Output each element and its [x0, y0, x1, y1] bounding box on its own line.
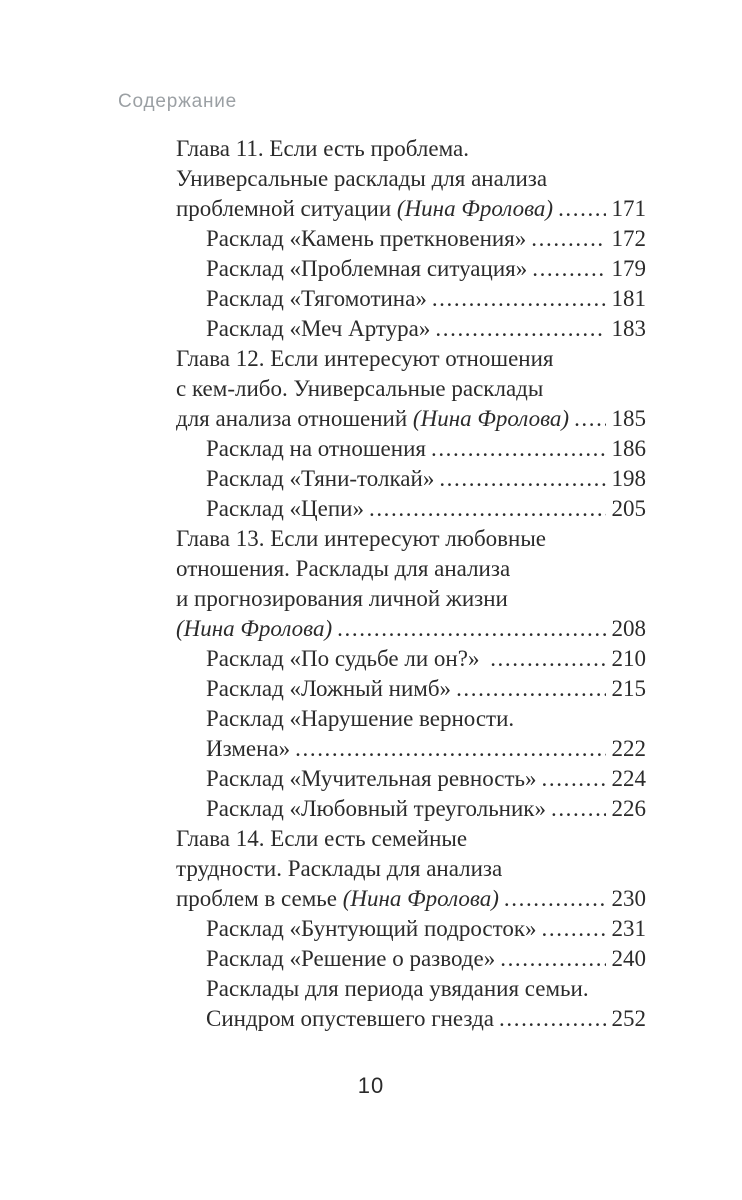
toc-entry-page: 208 [611, 616, 646, 641]
dot-leader [337, 614, 605, 644]
toc-line [176, 854, 646, 884]
toc-entry-page: 215 [611, 676, 646, 701]
toc-entry-page: 224 [611, 766, 646, 791]
toc-entry-author: (Нина Фролова) [396, 196, 554, 221]
toc-entry-page: 230 [611, 886, 646, 911]
toc-entry-text: для анализа отношений [176, 406, 413, 431]
toc-entry-page: 205 [611, 496, 646, 521]
dot-leader [431, 434, 606, 464]
toc-line [176, 674, 646, 704]
toc-entry-author: (Нина Фролова) [176, 616, 333, 641]
dot-leader [542, 914, 606, 944]
dot-leader [531, 224, 605, 254]
toc-entry-text: Расклад «Мучительная ревность» [206, 766, 537, 791]
toc-entry-page: 252 [611, 1006, 646, 1031]
toc-entry-text: проблемной ситуации [176, 196, 397, 221]
toc-entry-page: 226 [611, 796, 646, 821]
toc-entry-page: 183 [611, 316, 646, 341]
toc-entry-page: 179 [611, 256, 646, 281]
toc-line [176, 824, 646, 854]
toc-line [176, 434, 646, 464]
dot-leader [551, 794, 606, 824]
toc-line [176, 524, 646, 554]
toc-line [176, 794, 646, 824]
dot-leader [490, 644, 605, 674]
toc-entry-text: с кем-либо. Универсальные расклады [176, 376, 544, 401]
toc-line [176, 374, 646, 404]
toc-entry-author: (Нина Фролова) [412, 406, 570, 431]
toc-entry-text: Расклад «Камень преткновения» [206, 226, 527, 251]
dot-leader [574, 404, 605, 434]
toc-entry-page: 240 [611, 946, 646, 971]
toc-entry-text: Расклад «Тягомотина» [206, 286, 427, 311]
toc-line [176, 404, 646, 434]
dot-leader [532, 254, 605, 284]
toc-entry-text: Расклад «Бунтующий подросток» [206, 916, 537, 941]
toc-entry-text: Расклад «Цепи» [206, 496, 364, 521]
toc-entry-page: 231 [611, 916, 646, 941]
toc-line [176, 644, 646, 674]
toc-line [176, 284, 646, 314]
toc-line [176, 1004, 646, 1034]
toc-line [176, 164, 646, 194]
toc-entry-text: трудности. Расклады для анализа [176, 856, 503, 881]
toc-line [176, 554, 646, 584]
dot-leader [295, 734, 605, 764]
toc-entry-page: 186 [611, 436, 646, 461]
toc-line [176, 344, 646, 374]
toc-entry-author: (Нина Фролова) [342, 886, 499, 911]
dot-leader [439, 464, 605, 494]
toc-line [176, 224, 646, 254]
dot-leader [432, 284, 606, 314]
toc-entry-text: Универсальные расклады для анализа [176, 166, 548, 191]
toc-entry-page: 198 [611, 466, 646, 491]
toc-entry-text: Измена» [206, 736, 291, 761]
page-number: 10 [357, 1073, 385, 1098]
toc-entry-text: отношения. Расклады для анализа [176, 556, 511, 581]
toc-line [176, 614, 646, 644]
toc-line [176, 704, 646, 734]
toc-entry-text: Глава 11. Если есть проблема. [176, 136, 469, 161]
toc-entry-page: 210 [611, 646, 646, 671]
toc-line [176, 914, 646, 944]
toc-line [176, 734, 646, 764]
toc-line [176, 884, 646, 914]
toc-entry-page: 171 [611, 196, 646, 221]
toc-line [176, 314, 646, 344]
toc-line [176, 974, 646, 1004]
toc-entry-text: Расклад «Меч Артура» [206, 316, 431, 341]
toc-entry-page: 185 [611, 406, 646, 431]
toc-entry-text: Расклад «Проблемная ситуация» [206, 256, 528, 281]
toc-entry-text: Расклад «Ложный нимб» [206, 676, 452, 701]
table-of-contents [176, 134, 646, 1034]
toc-line [176, 194, 646, 224]
toc-entry-text: Синдром опустевшего гнезда [206, 1006, 495, 1031]
dot-leader [500, 944, 605, 974]
toc-entry-text: Расклады для периода увядания семьи. [206, 976, 589, 1001]
toc-entry-text: Глава 12. Если интересуют отношения [176, 346, 554, 371]
dot-leader [456, 674, 605, 704]
toc-entry-text: Расклад «Тяни-толкай» [206, 466, 435, 491]
toc-entry-page: 172 [611, 226, 646, 251]
toc-entry-page: 181 [611, 286, 646, 311]
toc-entry-text: Расклад «Нарушение верности. [206, 706, 515, 731]
dot-leader [558, 194, 605, 224]
toc-entry-text: Глава 14. Если есть семейные [176, 826, 468, 851]
dot-leader [435, 314, 605, 344]
toc-entry-page: 222 [611, 736, 646, 761]
toc-line [176, 944, 646, 974]
toc-entry-text: Расклад «Любовный треугольник» [206, 796, 546, 821]
toc-entry-text: проблем в семье [176, 886, 343, 911]
toc-line [176, 494, 646, 524]
toc-line [176, 764, 646, 794]
toc-line [176, 254, 646, 284]
toc-entry-text: Расклад на отношения [206, 436, 426, 461]
dot-leader [504, 884, 606, 914]
toc-entry-text: и прогнозирования личной жизни [176, 586, 508, 611]
dot-leader [369, 494, 606, 524]
toc-entry-text: Расклад «Решение о разводе» [206, 946, 496, 971]
toc-entry-text: Глава 13. Если интересуют любовные [176, 526, 546, 551]
toc-line [176, 584, 646, 614]
running-head-contents: Содержание [118, 91, 238, 112]
dot-leader [499, 1004, 605, 1034]
toc-entry-text: Расклад «По судьбе ли он?» [206, 646, 486, 671]
toc-line [176, 464, 646, 494]
dot-leader [542, 764, 606, 794]
toc-line [176, 134, 646, 164]
